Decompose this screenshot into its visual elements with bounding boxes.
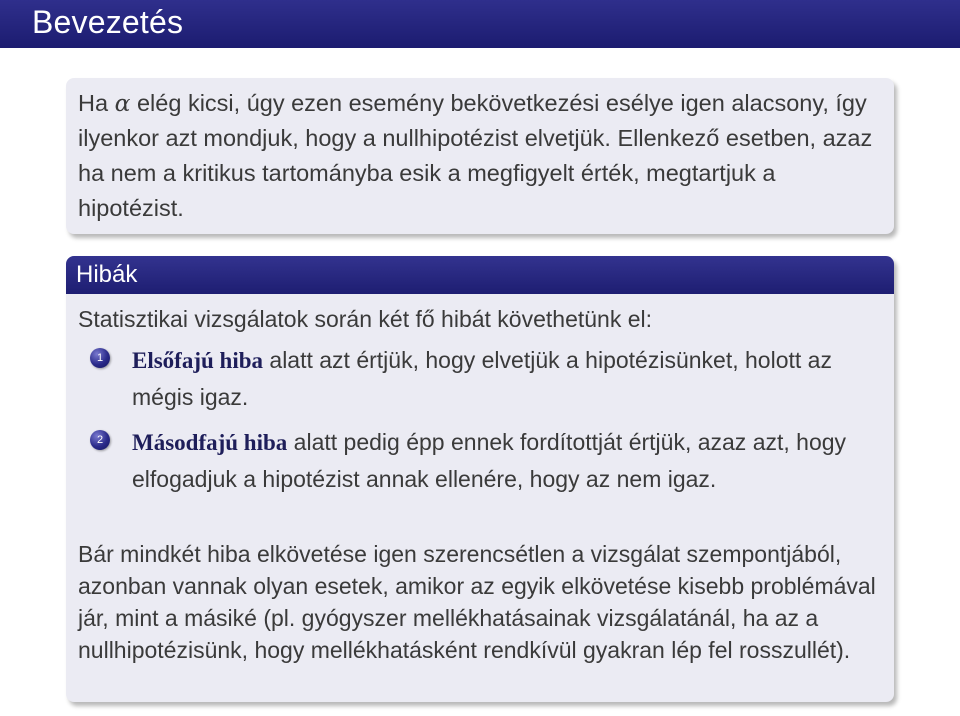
definition-type-1-error: alatt azt értjük, hogy elvetjük a hipotézisünket, holott az mégis igaz. — [132, 347, 832, 410]
intro-block — [66, 78, 894, 234]
slide-title: Bevezetés — [32, 4, 184, 40]
term-type-1-error: Elsőfajú hiba — [132, 348, 264, 373]
intro-paragraph — [78, 86, 882, 226]
errors-block-header — [66, 256, 894, 294]
errors-outro: Bár mindkét hiba elkövetése igen szerencsétlen a vizsgálat szempontjából, azonban vannak olyan esetek, amikor az egyik elkövetése kisebb problémával jár, mint a másiké (pl. gyógyszer mellékhatásainak vizsgálatánál, ha az a nullhipotézisünk, hogy mellékhatásként rendkívül gyakran lép fel rosszullét). — [78, 541, 876, 663]
slide-title-bar — [0, 0, 960, 48]
term-type-2-error: Másodfajú hiba — [132, 430, 288, 455]
number-bullet-icon: 1 — [90, 348, 110, 368]
intro-prefix: Ha — [78, 90, 115, 116]
number-bullet-icon: 2 — [90, 430, 110, 450]
errors-block — [66, 256, 894, 702]
errors-block-title: Hibák — [76, 261, 138, 288]
list-item-text — [132, 424, 882, 497]
definition-type-2-error: alatt pedig épp ennek fordítottját értjük, azaz azt, hogy elfogadjuk a hipotézist annak ellenére, hogy az nem igaz. — [132, 429, 847, 492]
errors-intro: Statisztikai vizsgálatok során két fő hibát követhetünk el: — [78, 306, 653, 332]
alpha-symbol: α — [114, 89, 131, 117]
intro-text: elég kicsi, úgy ezen esemény bekövetkezési esélye igen alacsony, így ilyenkor azt mondjuk, hogy a nullhipotézist elvetjük. Ellenkező esetben, azaz ha nem a kritikus tartományba esik a megfigyelt érték, megtartjuk a hipotézist. — [78, 90, 873, 221]
list-item-text — [132, 342, 882, 415]
